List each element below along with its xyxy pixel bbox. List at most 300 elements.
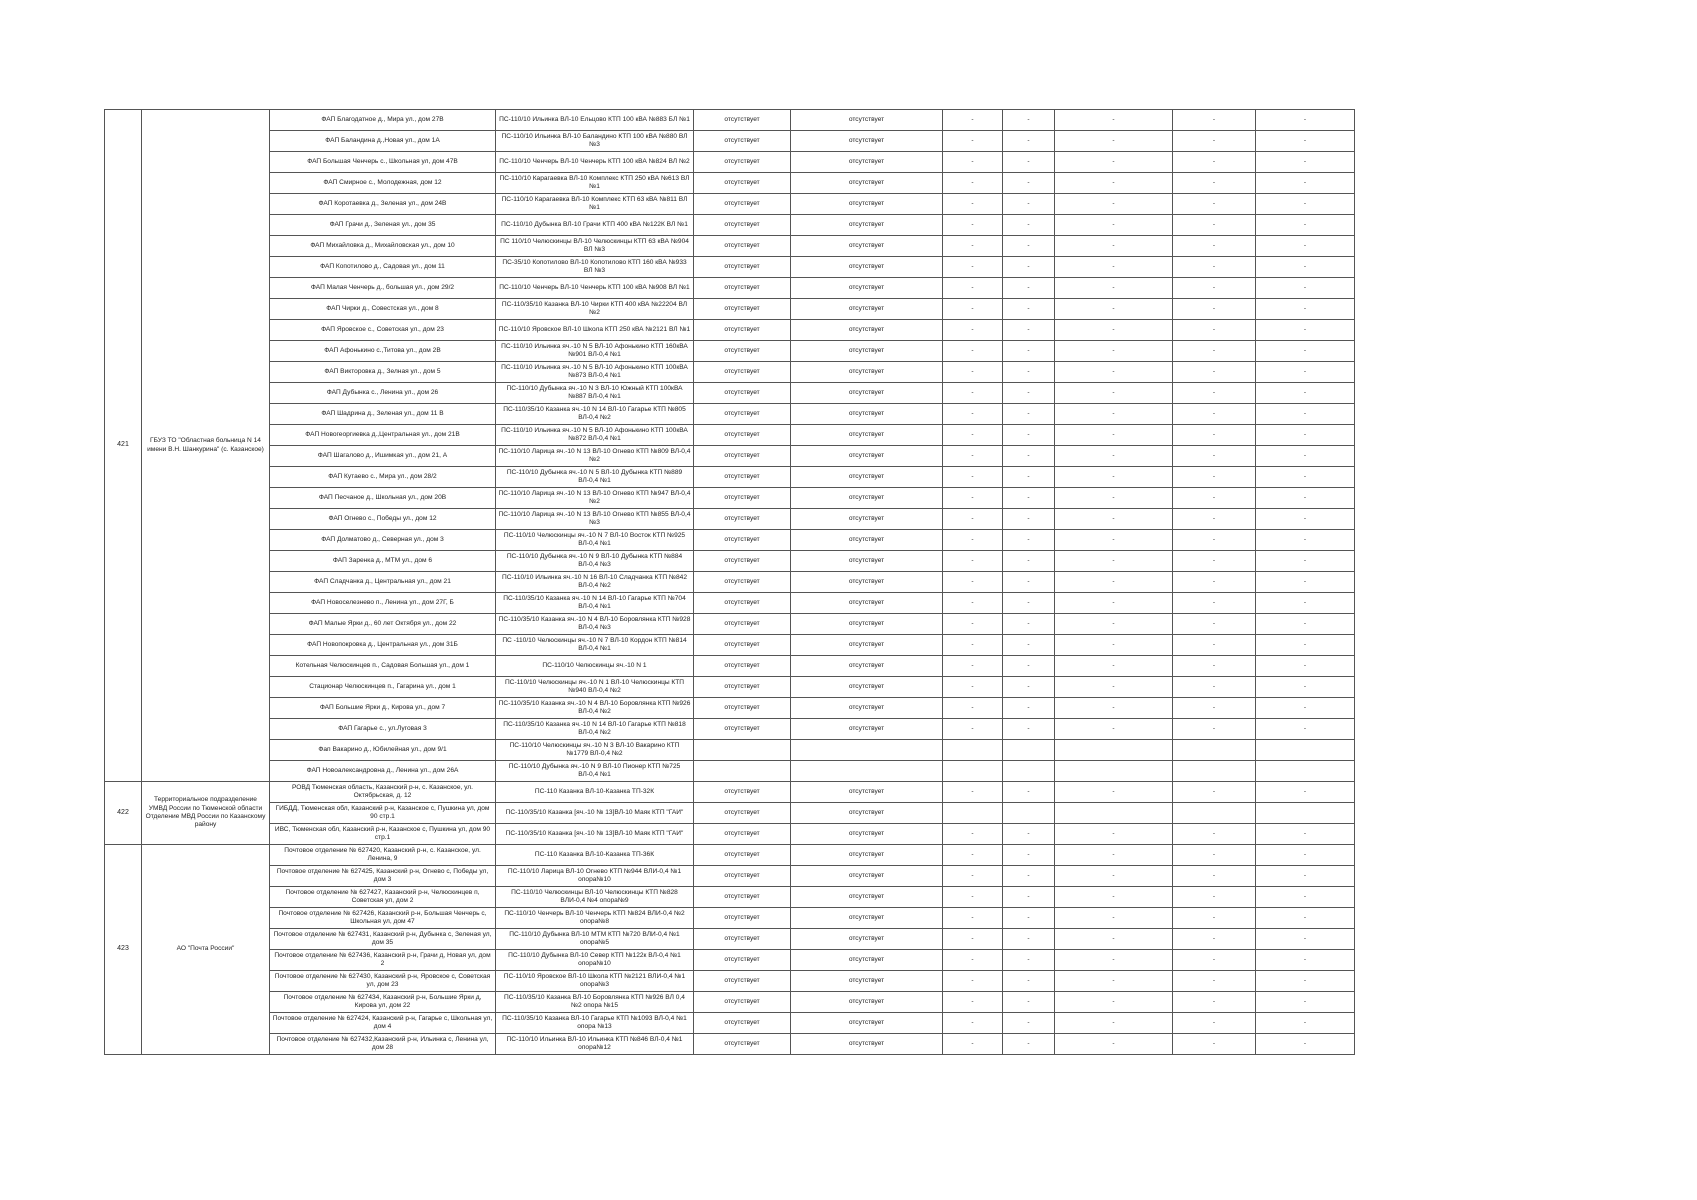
dash-cell: - — [943, 635, 1003, 656]
status-cell: отсутствует — [791, 236, 943, 257]
dash-cell: - — [1003, 845, 1055, 866]
dash-cell: - — [1055, 698, 1173, 719]
dash-cell: - — [1173, 404, 1256, 425]
status-cell: отсутствует — [791, 635, 943, 656]
dash-cell: - — [943, 551, 1003, 572]
object-address: Почтовое отделение № 627430, Казанский р-н, Яровское с, Советская ул, дом 23 — [270, 971, 496, 992]
table-row — [105, 971, 1355, 992]
dash-cell: - — [1256, 971, 1355, 992]
dash-cell: - — [1256, 488, 1355, 509]
substation-info: ПС-110/10 Ильинка яч.-10 N 5 ВЛ-10 Афонькино КТП 160кВА №901 ВЛ-0,4 №1 — [496, 341, 694, 362]
dash-cell — [1256, 740, 1355, 761]
dash-cell: - — [1173, 656, 1256, 677]
table-row — [105, 635, 1355, 656]
dash-cell — [943, 761, 1003, 782]
dash-cell: - — [1256, 782, 1355, 803]
dash-cell: - — [1173, 173, 1256, 194]
table-row — [105, 992, 1355, 1013]
dash-cell: - — [1173, 488, 1256, 509]
substation-info: ПС-110/35/10 Казанка яч.-10 N 4 ВЛ-10 Боровлянка КТП №928 ВЛ-0,4 №3 — [496, 614, 694, 635]
dash-cell: - — [943, 950, 1003, 971]
dash-cell: - — [1256, 1034, 1355, 1055]
dash-cell — [1173, 761, 1256, 782]
status-cell — [694, 740, 791, 761]
object-address: ФАП Песчаное д., Школьная ул., дом 20В — [270, 488, 496, 509]
status-cell: отсутствует — [791, 929, 943, 950]
object-address: ФАП Дубынка с., Ленина ул., дом 26 — [270, 383, 496, 404]
dash-cell: - — [943, 509, 1003, 530]
substation-info: ПС-110/10 Ильинка яч.-10 N 16 ВЛ-10 Сладчанка КТП №842 ВЛ-0,4 №2 — [496, 572, 694, 593]
status-cell: отсутствует — [694, 425, 791, 446]
dash-cell: - — [1003, 131, 1055, 152]
dash-cell: - — [1003, 509, 1055, 530]
dash-cell: - — [1256, 530, 1355, 551]
table-row — [105, 425, 1355, 446]
status-cell: отсутствует — [694, 950, 791, 971]
substation-info: ПС-110/10 Ларица яч.-10 N 13 ВЛ-10 Огнево КТП №809 ВЛ-0,4 №2 — [496, 446, 694, 467]
status-cell: отсутствует — [791, 992, 943, 1013]
dash-cell: - — [1055, 425, 1173, 446]
status-cell: отсутствует — [791, 824, 943, 845]
object-address: ФАП Малая Ченчерь д., большая ул., дом 29/2 — [270, 278, 496, 299]
substation-info: ПС-110/10 Челюскинцы яч.-10 N 7 ВЛ-10 Восток КТП №925 ВЛ-0,4 №1 — [496, 530, 694, 551]
dash-cell: - — [1173, 677, 1256, 698]
status-cell: отсутствует — [694, 236, 791, 257]
status-cell: отсутствует — [694, 404, 791, 425]
dash-cell: - — [1173, 341, 1256, 362]
dash-cell: - — [1256, 467, 1355, 488]
dash-cell — [943, 740, 1003, 761]
status-cell: отсутствует — [694, 593, 791, 614]
status-cell: отсутствует — [791, 572, 943, 593]
substation-info: ПС-110/10 Ильинка ВЛ-10 Баландино КТП 100 кВА №880 ВЛ №3 — [496, 131, 694, 152]
status-cell: отсутствует — [694, 614, 791, 635]
dash-cell: - — [943, 887, 1003, 908]
substation-info: ПС-110/10 Дубынка яч.-10 N 3 ВЛ-10 Южный КТП 100кВА №887 ВЛ-0,4 №1 — [496, 383, 694, 404]
dash-cell: - — [1055, 341, 1173, 362]
dash-cell: - — [1055, 299, 1173, 320]
dash-cell: - — [1256, 551, 1355, 572]
dash-cell: - — [943, 971, 1003, 992]
dash-cell: - — [1173, 425, 1256, 446]
status-cell: отсутствует — [791, 362, 943, 383]
table-row — [105, 215, 1355, 236]
dash-cell: - — [1173, 446, 1256, 467]
status-cell: отсутствует — [791, 341, 943, 362]
object-address: ФАП Афонькино с.,Титова ул., дом 2В — [270, 341, 496, 362]
object-address: Почтовое отделение № 627427, Казанский р-н, Челюскинцев п, Советская ул, дом 2 — [270, 887, 496, 908]
dash-cell: - — [1003, 992, 1055, 1013]
dash-cell: - — [1256, 824, 1355, 845]
status-cell: отсутствует — [791, 299, 943, 320]
dash-cell: - — [1055, 488, 1173, 509]
dash-cell: - — [1003, 677, 1055, 698]
dash-cell: - — [1256, 257, 1355, 278]
dash-cell: - — [1173, 887, 1256, 908]
dash-cell: - — [1003, 299, 1055, 320]
dash-cell: - — [943, 866, 1003, 887]
dash-cell: - — [1173, 1034, 1256, 1055]
dash-cell: - — [1173, 719, 1256, 740]
dash-cell: - — [1055, 194, 1173, 215]
dash-cell: - — [1055, 593, 1173, 614]
dash-cell: - — [1055, 551, 1173, 572]
dash-cell: - — [1055, 467, 1173, 488]
substation-info: ПС-110/10 Дубынка яч.-10 N 9 ВЛ-10 Пионер КТП №725 ВЛ-0,4 №1 — [496, 761, 694, 782]
object-address: Почтовое отделение № 627436, Казанский р-н, Грачи д, Новая ул, дом 2 — [270, 950, 496, 971]
dash-cell: - — [1055, 509, 1173, 530]
dash-cell: - — [1055, 719, 1173, 740]
dash-cell: - — [1055, 236, 1173, 257]
substation-info: ПС-110/35/10 Казанка яч.-10 N 14 ВЛ-10 Гагарье КТП №704 ВЛ-0,4 №1 — [496, 593, 694, 614]
dash-cell: - — [1256, 215, 1355, 236]
dash-cell: - — [1055, 887, 1173, 908]
status-cell: отсутствует — [791, 971, 943, 992]
status-cell: отсутствует — [694, 320, 791, 341]
status-cell: отсутствует — [694, 635, 791, 656]
dash-cell: - — [1173, 152, 1256, 173]
object-address: Котельная Челюскинцев п., Садовая Большая ул., дом 1 — [270, 656, 496, 677]
table-row — [105, 530, 1355, 551]
object-address: ФАП Смирное с., Молодежная, дом 12 — [270, 173, 496, 194]
object-address: ФАП Грачи д., Зеленая ул., дом 35 — [270, 215, 496, 236]
group-number: 423 — [105, 845, 142, 1055]
dash-cell: - — [943, 488, 1003, 509]
status-cell: отсутствует — [694, 698, 791, 719]
dash-cell — [1003, 761, 1055, 782]
dash-cell: - — [943, 446, 1003, 467]
object-address: РОВД Тюменская область, Казанский р-н, с. Казанское, ул. Октябрьская, д. 12 — [270, 782, 496, 803]
object-address: ФАП Чирки д., Совестская ул., дом 8 — [270, 299, 496, 320]
table-row — [105, 467, 1355, 488]
dash-cell: - — [1055, 992, 1173, 1013]
table-row — [105, 908, 1355, 929]
dash-cell: - — [943, 236, 1003, 257]
status-cell: отсутствует — [694, 992, 791, 1013]
dash-cell: - — [1003, 236, 1055, 257]
dash-cell: - — [1256, 152, 1355, 173]
substation-info: ПС-110/10 Яровское ВЛ-10 Школа КТП 250 кВА №2121 ВЛ №1 — [496, 320, 694, 341]
status-cell: отсутствует — [791, 404, 943, 425]
dash-cell: - — [1055, 530, 1173, 551]
dash-cell: - — [1256, 194, 1355, 215]
dash-cell: - — [943, 152, 1003, 173]
status-cell: отсутствует — [791, 110, 943, 131]
object-address: ФАП Благодатное д., Мира ул., дом 27В — [270, 110, 496, 131]
dash-cell: - — [1173, 194, 1256, 215]
dash-cell: - — [1256, 173, 1355, 194]
dash-cell: - — [1173, 383, 1256, 404]
dash-cell: - — [1256, 698, 1355, 719]
dash-cell — [943, 803, 1003, 824]
table-row — [105, 929, 1355, 950]
status-cell: отсутствует — [791, 866, 943, 887]
status-cell: отсутствует — [694, 152, 791, 173]
dash-cell: - — [1256, 866, 1355, 887]
substation-info: ПС-110/10 Карагаевка ВЛ-10 Комплекс КТП 63 кВА №811 ВЛ №1 — [496, 194, 694, 215]
substation-info: ПС-110/35/10 Казанка ВЛ-10 Чирки КТП 400 кВА №22204 ВЛ №2 — [496, 299, 694, 320]
object-address: ФАП Малые Ярки д., 60 лет Октября ул., дом 22 — [270, 614, 496, 635]
status-cell: отсутствует — [791, 1034, 943, 1055]
object-address: ФАП Яровское с., Советская ул., дом 23 — [270, 320, 496, 341]
dash-cell: - — [1173, 950, 1256, 971]
dash-cell: - — [1256, 719, 1355, 740]
dash-cell: - — [1256, 635, 1355, 656]
dash-cell: - — [1003, 488, 1055, 509]
object-address: ФАП Долматово д., Северная ул., дом 3 — [270, 530, 496, 551]
dash-cell: - — [943, 824, 1003, 845]
dash-cell: - — [943, 698, 1003, 719]
status-cell: отсутствует — [791, 215, 943, 236]
table-body — [105, 110, 1355, 1055]
dash-cell — [1256, 761, 1355, 782]
dash-cell: - — [1256, 110, 1355, 131]
status-cell: отсутствует — [694, 509, 791, 530]
dash-cell: - — [1256, 404, 1355, 425]
dash-cell: - — [1173, 824, 1256, 845]
object-address: ФАП Шадрина д., Зеленая ул., дом 11 В — [270, 404, 496, 425]
status-cell: отсутствует — [791, 446, 943, 467]
substation-info: ПС-110/10 Ларица яч.-10 N 13 ВЛ-10 Огнево КТП №947 ВЛ-0,4 №2 — [496, 488, 694, 509]
substation-info: ПС-110/35/10 Казанка [яч.-10 № 13]ВЛ-10 Маяк КТП "ГАИ" — [496, 824, 694, 845]
dash-cell — [1055, 761, 1173, 782]
table-row — [105, 236, 1355, 257]
status-cell: отсутствует — [694, 719, 791, 740]
table-row — [105, 593, 1355, 614]
dash-cell: - — [1173, 299, 1256, 320]
table-row — [105, 656, 1355, 677]
dash-cell: - — [1003, 782, 1055, 803]
document-sheet — [104, 109, 1354, 1055]
table-row — [105, 761, 1355, 782]
substation-info: ПС-110/10 Дубынка ВЛ-10 МТМ КТП №720 ВЛИ-0,4 №1 опора№5 — [496, 929, 694, 950]
dash-cell: - — [1003, 635, 1055, 656]
substation-info: ПС -110/10 Челюскинцы яч.-10 N 7 ВЛ-10 Кордон КТП №814 ВЛ-0,4 №1 — [496, 635, 694, 656]
dash-cell: - — [1173, 929, 1256, 950]
table-row — [105, 509, 1355, 530]
dash-cell: - — [1055, 110, 1173, 131]
status-cell: отсутствует — [694, 467, 791, 488]
dash-cell: - — [1003, 341, 1055, 362]
status-cell: отсутствует — [694, 551, 791, 572]
dash-cell: - — [1055, 257, 1173, 278]
dash-cell: - — [1256, 362, 1355, 383]
status-cell: отсутствует — [791, 677, 943, 698]
dash-cell: - — [1003, 320, 1055, 341]
table-row — [105, 152, 1355, 173]
dash-cell: - — [1003, 908, 1055, 929]
dash-cell: - — [1256, 593, 1355, 614]
status-cell: отсутствует — [694, 131, 791, 152]
substation-info: ПС-110/10 Ларица яч.-10 N 13 ВЛ-10 Огнево КТП №855 ВЛ-0,4 №3 — [496, 509, 694, 530]
table-row — [105, 803, 1355, 824]
dash-cell: - — [1003, 950, 1055, 971]
substation-info: ПС-35/10 Копотилово ВЛ-10 Копотилово КТП 160 кВА №933 ВЛ №3 — [496, 257, 694, 278]
dash-cell: - — [943, 614, 1003, 635]
object-address: ФАП Большие Ярки д., Кирова ул., дом 7 — [270, 698, 496, 719]
dash-cell: - — [943, 467, 1003, 488]
status-cell: отсутствует — [694, 656, 791, 677]
dash-cell: - — [1173, 614, 1256, 635]
dash-cell: - — [1003, 278, 1055, 299]
dash-cell: - — [1003, 572, 1055, 593]
substation-info: ПС-110/10 Дубынка ВЛ-10 Север КТП №122к ВЛ-0,4 №1 опора№10 — [496, 950, 694, 971]
status-cell: отсутствует — [694, 929, 791, 950]
dash-cell: - — [1256, 908, 1355, 929]
dash-cell: - — [1003, 1013, 1055, 1034]
dash-cell: - — [943, 215, 1003, 236]
status-cell: отсутствует — [791, 656, 943, 677]
status-cell: отсутствует — [694, 488, 791, 509]
object-address: ФАП Большая Ченчерь с., Школьная ул, дом 47В — [270, 152, 496, 173]
status-cell: отсутствует — [791, 320, 943, 341]
object-address: ФАП Баландина д.,Новая ул., дом 1А — [270, 131, 496, 152]
dash-cell: - — [1256, 950, 1355, 971]
object-address: ФАП Сладчанка д., Центральная ул., дом 21 — [270, 572, 496, 593]
dash-cell: - — [1256, 614, 1355, 635]
dash-cell: - — [943, 929, 1003, 950]
dash-cell: - — [1256, 383, 1355, 404]
dash-cell: - — [1173, 110, 1256, 131]
dash-cell: - — [943, 677, 1003, 698]
dash-cell: - — [1256, 677, 1355, 698]
table-row — [105, 194, 1355, 215]
status-cell: отсутствует — [694, 1013, 791, 1034]
dash-cell: - — [943, 110, 1003, 131]
dash-cell: - — [1055, 782, 1173, 803]
status-cell: отсутствует — [694, 824, 791, 845]
substation-info: ПС-110/35/10 Казанка ВЛ-10 Боровлянка КТП №926 ВЛ 0,4 №2 опора №15 — [496, 992, 694, 1013]
dash-cell: - — [1173, 845, 1256, 866]
status-cell: отсутствует — [791, 1013, 943, 1034]
object-address: ИВС, Тюменская обл, Казанский р-н, Казанское с, Пушкина ул, дом 90 стр.1 — [270, 824, 496, 845]
dash-cell: - — [1256, 992, 1355, 1013]
dash-cell: - — [1003, 614, 1055, 635]
dash-cell: - — [1003, 257, 1055, 278]
object-address: Почтовое отделение № 627425, Казанский р-н, Огнево с, Победы ул, дом 3 — [270, 866, 496, 887]
dash-cell: - — [943, 425, 1003, 446]
status-cell: отсутствует — [694, 782, 791, 803]
dash-cell: - — [1003, 887, 1055, 908]
object-address: ГИБДД, Тюменская обл, Казанский р-н, Казанское с, Пушкина ул, дом 90 стр.1 — [270, 803, 496, 824]
table-row — [105, 614, 1355, 635]
substation-info: ПС-110 Казанка ВЛ-10-Казанка ТП-36К — [496, 845, 694, 866]
object-address: Почтовое отделение № 627434, Казанский р-н, Большие Ярки д, Кирова ул, дом 22 — [270, 992, 496, 1013]
table-row — [105, 320, 1355, 341]
dash-cell: - — [1003, 971, 1055, 992]
object-address: ФАП Гагарье с., ул.Луговая 3 — [270, 719, 496, 740]
group-number: 421 — [105, 110, 142, 782]
dash-cell: - — [1256, 320, 1355, 341]
object-address: Почтовое отделение № 627426, Казанский р-н, Большая Ченчерь с, Школьная ул, дом 47 — [270, 908, 496, 929]
object-address: ФАП Копотилово д., Садовая ул., дом 11 — [270, 257, 496, 278]
dash-cell: - — [1055, 173, 1173, 194]
dash-cell: - — [1173, 362, 1256, 383]
dash-cell: - — [943, 992, 1003, 1013]
status-cell: отсутствует — [791, 509, 943, 530]
substation-info: ПС-110/10 Челюскинцы ВЛ-10 Челюскинцы КТП №828 ВЛИ-0,4 №4 опора№9 — [496, 887, 694, 908]
table-row — [105, 488, 1355, 509]
substation-info: ПС-110/10 Ильинка ВЛ-10 Ильинка КТП №846 ВЛ-0,4 №1 опора№12 — [496, 1034, 694, 1055]
object-address: Почтовое отделение № 627431, Казанский р-н, Дубынка с, Зеленая ул, дом 35 — [270, 929, 496, 950]
dash-cell — [1173, 803, 1256, 824]
status-cell: отсутствует — [694, 362, 791, 383]
status-cell: отсутствует — [694, 845, 791, 866]
substation-info: ПС-110/10 Ильинка яч.-10 N 5 ВЛ-10 Афонькино КТП 100кВА №873 ВЛ-0,4 №1 — [496, 362, 694, 383]
object-address: ФАП Кутаево с., Мира ул., дом 28/2 — [270, 467, 496, 488]
status-cell: отсутствует — [791, 530, 943, 551]
dash-cell: - — [1055, 677, 1173, 698]
status-cell: отсутствует — [694, 866, 791, 887]
substation-info: ПС-110/10 Ильинка ВЛ-10 Ельцово КТП 100 кВА №883 БЛ №1 — [496, 110, 694, 131]
object-address: ФАП Новогеоргиевка д.,Центральная ул., дом 21В — [270, 425, 496, 446]
status-cell: отсутствует — [791, 152, 943, 173]
dash-cell: - — [1003, 215, 1055, 236]
dash-cell: - — [943, 383, 1003, 404]
dash-cell: - — [1055, 845, 1173, 866]
dash-cell: - — [943, 593, 1003, 614]
substation-info: ПС-110/10 Дубынка яч.-10 N 9 ВЛ-10 Дубынка КТП №884 ВЛ-0,4 №3 — [496, 551, 694, 572]
status-cell: отсутствует — [694, 173, 791, 194]
dash-cell: - — [1256, 929, 1355, 950]
dash-cell: - — [1055, 278, 1173, 299]
status-cell: отсутствует — [694, 530, 791, 551]
dash-cell: - — [943, 194, 1003, 215]
dash-cell — [1173, 740, 1256, 761]
object-address: Почтовое отделение № 627420, Казанский р-н, с. Казанское, ул. Ленина, 9 — [270, 845, 496, 866]
dash-cell: - — [1173, 593, 1256, 614]
dash-cell: - — [1003, 824, 1055, 845]
table-row — [105, 299, 1355, 320]
dash-cell: - — [1055, 362, 1173, 383]
table-row — [105, 782, 1355, 803]
dash-cell: - — [1003, 656, 1055, 677]
substation-info: ПС 110/10 Челюскинцы ВЛ-10 Челюскинцы КТП 63 кВА №904 ВЛ №3 — [496, 236, 694, 257]
status-cell: отсутствует — [694, 887, 791, 908]
object-address: Фап Вакарино д., Юбилейная ул., дом 9/1 — [270, 740, 496, 761]
dash-cell: - — [1003, 530, 1055, 551]
dash-cell: - — [1256, 656, 1355, 677]
dash-cell: - — [1055, 1013, 1173, 1034]
substation-info: ПС-110/10 Ченчерь ВЛ-10 Ченчерь КТП 100 кВА №908 ВЛ №1 — [496, 278, 694, 299]
table-row — [105, 845, 1355, 866]
dash-cell: - — [1173, 467, 1256, 488]
dash-cell: - — [1256, 131, 1355, 152]
status-cell: отсутствует — [791, 383, 943, 404]
table-row — [105, 110, 1355, 131]
table-row — [105, 1034, 1355, 1055]
dash-cell: - — [1003, 362, 1055, 383]
substation-info: ПС-110/35/10 Казанка яч.-10 N 14 ВЛ-10 Гагарье КТП №805 ВЛ-0,4 №2 — [496, 404, 694, 425]
dash-cell: - — [943, 404, 1003, 425]
dash-cell: - — [1055, 971, 1173, 992]
table-row — [105, 257, 1355, 278]
group-number: 422 — [105, 782, 142, 845]
table-row — [105, 173, 1355, 194]
object-address: ФАП Новопокровка д., Центральная ул., дом 31Б — [270, 635, 496, 656]
dash-cell: - — [1256, 299, 1355, 320]
status-cell: отсутствует — [791, 278, 943, 299]
dash-cell: - — [1003, 446, 1055, 467]
dash-cell: - — [1256, 509, 1355, 530]
dash-cell: - — [1173, 509, 1256, 530]
dash-cell: - — [943, 131, 1003, 152]
dash-cell: - — [943, 782, 1003, 803]
dash-cell: - — [943, 320, 1003, 341]
status-cell — [791, 761, 943, 782]
table-row — [105, 824, 1355, 845]
dash-cell: - — [1003, 110, 1055, 131]
